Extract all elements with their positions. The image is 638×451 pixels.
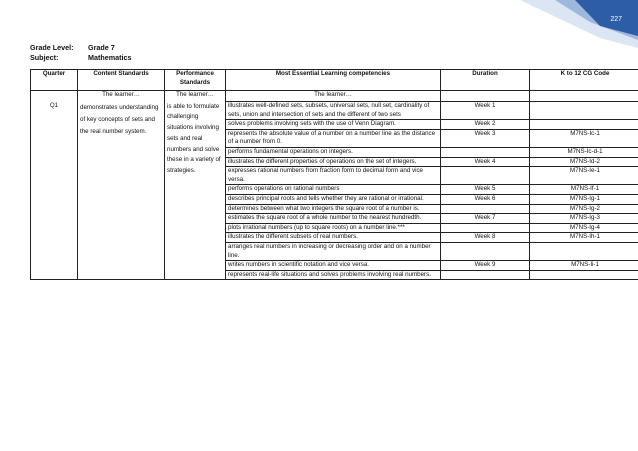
subject-label: Subject: bbox=[30, 53, 59, 62]
document-meta bbox=[30, 43, 132, 63]
competency-cell: illustrates the different properties of operations on the set of integers. bbox=[226, 157, 441, 167]
page-number: 227 bbox=[610, 16, 622, 23]
cg-code-cell: M7NS-Ih-1 bbox=[530, 233, 638, 243]
duration-cell: Week 2 bbox=[441, 120, 530, 130]
column-header-duration: Duration bbox=[441, 70, 530, 91]
cg-code-cell: M7NS-Id-2 bbox=[530, 157, 638, 167]
duration-cell: Week 8 bbox=[441, 233, 530, 243]
content-standard-cell: demonstrates understanding of key concepts of sets and the real number system. bbox=[78, 102, 165, 280]
duration-cell bbox=[441, 147, 530, 157]
competency-cell: describes principal roots and tells whether they are rational or irrational. bbox=[226, 194, 441, 204]
duration-cell: Week 9 bbox=[441, 261, 530, 271]
column-header-content-standards: Content Standards bbox=[78, 70, 165, 91]
competency-cell: illustrates well-defined sets, subsets, universal sets, null set, cardinality of sets, union and intersection of sets and the different of two sets bbox=[226, 102, 441, 120]
competency-cell: performs fundamental operations on integers. bbox=[226, 147, 441, 157]
duration-cell bbox=[441, 242, 530, 260]
performance-standard-cell: is able to formulate challenging situations involving sets and real numbers and solve these in a variety of strategies. bbox=[165, 102, 226, 280]
column-header-cg-code: K to 12 CG Code bbox=[530, 70, 638, 91]
subheader-quarter bbox=[31, 91, 78, 102]
subheader-performance: The learner… bbox=[165, 91, 226, 102]
competency-cell: illustrates the different subsets of real numbers. bbox=[226, 233, 441, 243]
cg-code-cell bbox=[530, 102, 638, 120]
competency-cell: arranges real numbers in increasing or decreasing order and on a number line. bbox=[226, 242, 441, 260]
duration-cell: Week 6 bbox=[441, 194, 530, 204]
table-header-row bbox=[31, 70, 638, 91]
cg-code-cell: M7NS-If-1 bbox=[530, 185, 638, 195]
competency-table bbox=[30, 69, 638, 280]
cg-code-cell: M7NS-Ic-1 bbox=[530, 129, 638, 147]
duration-cell bbox=[441, 270, 530, 280]
competency-cell: solves problems involving sets with the use of Venn Diagram. bbox=[226, 120, 441, 130]
duration-cell bbox=[441, 223, 530, 233]
subheader-content: The learner… bbox=[78, 91, 165, 102]
cg-code-cell: M7NS-Ic-d-1 bbox=[530, 147, 638, 157]
grade-level-value: Grade 7 bbox=[88, 43, 115, 52]
quarter-cell: Q1 bbox=[31, 102, 78, 280]
subject-value: Mathematics bbox=[88, 53, 132, 62]
cg-code-cell: M7NS-Ie-1 bbox=[530, 167, 638, 185]
cg-code-cell: M7NS-Ig-3 bbox=[530, 214, 638, 224]
column-header-quarter: Quarter bbox=[31, 70, 78, 91]
competency-cell: performs operations on rational numbers bbox=[226, 185, 441, 195]
cg-code-cell bbox=[530, 120, 638, 130]
competency-cell: writes numbers in scientific notation and vice versa. bbox=[226, 261, 441, 271]
competency-cell: determines between what two integers the square root of a number is. bbox=[226, 204, 441, 214]
duration-cell: Week 4 bbox=[441, 157, 530, 167]
subheader-competency: The learner… bbox=[226, 91, 441, 102]
subheader-row bbox=[31, 91, 638, 102]
subheader-duration bbox=[441, 91, 530, 102]
cg-code-cell bbox=[530, 242, 638, 260]
table-row bbox=[31, 102, 638, 120]
competency-cell: represents the absolute value of a number on a number line as the distance of a number from 0. bbox=[226, 129, 441, 147]
grade-level-label: Grade Level: bbox=[30, 43, 74, 52]
duration-cell bbox=[441, 167, 530, 185]
duration-cell: Week 1 bbox=[441, 102, 530, 120]
competency-cell: expresses rational numbers from fraction form to decimal form and vice versa. bbox=[226, 167, 441, 185]
duration-cell: Week 7 bbox=[441, 214, 530, 224]
competency-cell: represents real-life situations and solves problems involving real numbers. bbox=[226, 270, 441, 280]
competency-cell: estimates the square root of a whole number to the nearest hundredth. bbox=[226, 214, 441, 224]
duration-cell: Week 5 bbox=[441, 185, 530, 195]
competency-cell: plots irrational numbers (up to square roots) on a number line.*** bbox=[226, 223, 441, 233]
duration-cell bbox=[441, 204, 530, 214]
column-header-competencies: Most Essential Learning competencies bbox=[226, 70, 441, 91]
duration-cell: Week 3 bbox=[441, 129, 530, 147]
subheader-code bbox=[530, 91, 638, 102]
column-header-performance-standards: Performance Standards bbox=[165, 70, 226, 91]
cg-code-cell: M7NS-Ii-1 bbox=[530, 261, 638, 271]
table-body bbox=[31, 91, 638, 280]
cg-code-cell: M7NS-Ig-1 bbox=[530, 194, 638, 204]
cg-code-cell: M7NS-Ig-4 bbox=[530, 223, 638, 233]
cg-code-cell bbox=[530, 270, 638, 280]
cg-code-cell: M7NS-Ig-2 bbox=[530, 204, 638, 214]
